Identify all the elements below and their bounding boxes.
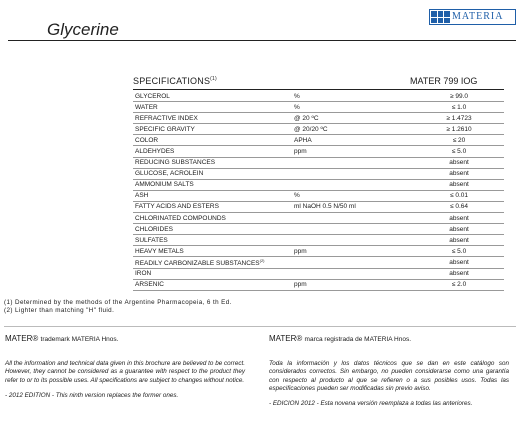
trademark-name-en: MATER® bbox=[5, 334, 39, 343]
spec-value: ≤ 2.0 bbox=[412, 279, 504, 290]
spec-row bbox=[133, 179, 504, 190]
disclaimer-en: All the information and technical data given in this brochure are believed to be correct. However, they cannot be considered as a guarantee with respect to the product they refer to or to its possible uses. All specifications are subject to changes without notice. bbox=[5, 360, 245, 384]
spec-unit: ppm bbox=[292, 146, 412, 157]
spec-row bbox=[133, 157, 504, 168]
spec-parameter: SPECIFIC GRAVITY bbox=[133, 124, 292, 135]
specifications-heading: SPECIFICATIONS$^{(1)}$ bbox=[133, 76, 217, 86]
spec-row bbox=[133, 113, 504, 124]
spec-value: ≥ 1.2610 bbox=[412, 124, 504, 135]
spec-value: ≥ 1.4723 bbox=[412, 113, 504, 124]
spec-value: absent bbox=[412, 157, 504, 168]
spec-row bbox=[133, 146, 504, 157]
trademark-text-en: trademark MATERIA Hnos. bbox=[40, 336, 119, 343]
spec-unit bbox=[292, 257, 412, 268]
spec-row bbox=[133, 190, 504, 201]
spec-unit: % bbox=[292, 102, 412, 113]
spec-parameter: REFRACTIVE INDEX bbox=[133, 113, 292, 124]
spec-value: ≤ 5.0 bbox=[412, 246, 504, 257]
trademark-text-es: marca registrada de MATERIA Hnos. bbox=[304, 336, 411, 343]
spec-parameter: ASH bbox=[133, 190, 292, 201]
spec-row bbox=[133, 91, 504, 102]
spec-parameter: WATER bbox=[133, 102, 292, 113]
spec-unit bbox=[292, 224, 412, 235]
spec-unit bbox=[292, 179, 412, 190]
spec-unit: ppm bbox=[292, 279, 412, 290]
spec-value: absent bbox=[412, 224, 504, 235]
spec-unit bbox=[292, 168, 412, 179]
spec-unit: ml NaOH 0.5 N/50 ml bbox=[292, 201, 412, 212]
spec-value: absent bbox=[412, 235, 504, 246]
edition-note-es: - EDICION 2012 - Esta novena versión reemplaza a todas las anteriores. bbox=[269, 400, 473, 408]
specifications-table bbox=[133, 91, 504, 291]
spec-parameter: FATTY ACIDS AND ESTERS bbox=[133, 201, 292, 212]
page-title: Glycerine bbox=[47, 20, 119, 39]
spec-parameter: GLUCOSE, ACROLEIN bbox=[133, 168, 292, 179]
spec-unit bbox=[292, 268, 412, 279]
spec-row bbox=[133, 102, 504, 113]
spec-unit: @ 20/20 ºC bbox=[292, 124, 412, 135]
spec-value: ≤ 0.64 bbox=[412, 201, 504, 212]
spec-parameter: CHLORINATED COMPOUNDS bbox=[133, 213, 292, 224]
spec-parameter: CHLORIDES bbox=[133, 224, 292, 235]
spec-parameter: ALDEHYDES bbox=[133, 146, 292, 157]
materia-logo bbox=[429, 9, 516, 25]
spec-parameter: HEAVY METALS bbox=[133, 246, 292, 257]
spec-value: ≤ 0.01 bbox=[412, 190, 504, 201]
spec-value: absent bbox=[412, 268, 504, 279]
spec-parameter: ARSENIC bbox=[133, 279, 292, 290]
spec-unit: ppm bbox=[292, 246, 412, 257]
spec-row bbox=[133, 201, 504, 212]
english-disclaimer-column bbox=[5, 335, 245, 400]
footnote-1: (1) Determined by the methods of the Argentine Pharmacopeia, 6 th Ed. bbox=[4, 299, 232, 306]
spec-parameter: SULFATES bbox=[133, 235, 292, 246]
spec-value: ≤ 20 bbox=[412, 135, 504, 146]
spec-row bbox=[133, 279, 504, 290]
spec-row bbox=[133, 268, 504, 279]
product-code: MATER 799 IOG bbox=[410, 76, 478, 86]
spec-value: absent bbox=[412, 168, 504, 179]
spec-value: absent bbox=[412, 213, 504, 224]
spec-parameter: IRON bbox=[133, 268, 292, 279]
spec-row bbox=[133, 257, 504, 268]
spanish-disclaimer-column bbox=[269, 335, 509, 408]
trademark-name-es: MATER® bbox=[269, 334, 303, 343]
spec-row bbox=[133, 224, 504, 235]
spec-value: ≤ 5.0 bbox=[412, 146, 504, 157]
spec-footnote-ref: (2) bbox=[259, 257, 265, 263]
materia-logo-icon bbox=[431, 11, 450, 23]
spec-value: ≥ 99.0 bbox=[412, 91, 504, 102]
spec-value: absent bbox=[412, 257, 504, 268]
logo-text: MATERIA bbox=[452, 11, 504, 22]
spec-unit: % bbox=[292, 91, 412, 102]
spec-parameter: READILY CARBONIZABLE SUBSTANCES$^{(2)}$ bbox=[133, 257, 292, 268]
spec-parameter: REDUCING SUBSTANCES bbox=[133, 157, 292, 168]
spec-parameter: COLOR bbox=[133, 135, 292, 146]
spec-value: ≤ 1.0 bbox=[412, 102, 504, 113]
spec-value: absent bbox=[412, 179, 504, 190]
spec-unit bbox=[292, 213, 412, 224]
title-underline bbox=[8, 40, 516, 41]
spec-unit: % bbox=[292, 190, 412, 201]
trademark-line-en bbox=[5, 335, 245, 344]
trademark-line-es bbox=[269, 335, 509, 344]
spec-row bbox=[133, 124, 504, 135]
spec-parameter: AMMONIUM SALTS bbox=[133, 179, 292, 190]
spec-parameter: GLYCEROL bbox=[133, 91, 292, 102]
spec-row bbox=[133, 168, 504, 179]
section-divider bbox=[4, 326, 516, 327]
spec-row bbox=[133, 246, 504, 257]
spec-unit: @ 20 ºC bbox=[292, 113, 412, 124]
specifications-header bbox=[133, 73, 504, 90]
footnote-2: (2) Lighter than matching "H" fluid. bbox=[4, 307, 115, 314]
footnotes bbox=[4, 299, 232, 315]
edition-note-en: - 2012 EDITION - This ninth version replaces the former ones. bbox=[5, 391, 179, 399]
spec-row bbox=[133, 213, 504, 224]
disclaimer-es: Toda la información y los datos técnicos que se dan en este catálogo son considerados correctos. Sin embargo, no pueden considerarse como una garantía con respecto al producto al que se refieren o a sus posibles usos. Todas las especificaciones pueden ser modificadas sin previo aviso. bbox=[269, 360, 509, 392]
spec-unit bbox=[292, 235, 412, 246]
spec-row bbox=[133, 235, 504, 246]
spec-unit: APHA bbox=[292, 135, 412, 146]
heading-footnote-ref: (1) bbox=[210, 76, 217, 82]
spec-unit bbox=[292, 157, 412, 168]
spec-row bbox=[133, 135, 504, 146]
